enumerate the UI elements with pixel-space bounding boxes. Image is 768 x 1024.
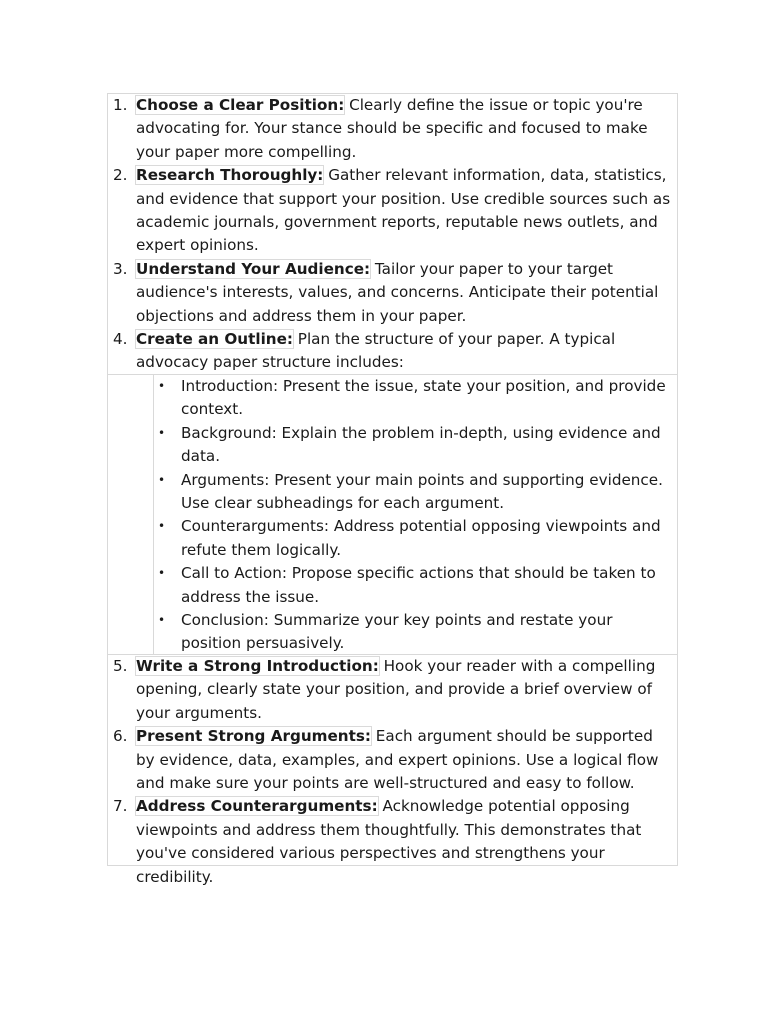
- steps-list-part-2: [107, 655, 678, 886]
- sub-list-item: [108, 469, 677, 516]
- list-item: [108, 164, 677, 258]
- list-item: [108, 328, 677, 375]
- sub-list-item: [108, 422, 677, 469]
- item-lead: Write a Strong Introduction:: [136, 657, 379, 675]
- list-item: [108, 94, 677, 164]
- item-number: 3.: [113, 259, 128, 278]
- sub-item-text: Call to Action: Propose specific actions that should be taken to address the issue.: [181, 564, 656, 606]
- item-number: 1.: [113, 96, 128, 114]
- list-item: [108, 725, 677, 795]
- sub-item-text: Counterarguments: Address potential opposing viewpoints and refute them logically.: [181, 517, 661, 559]
- item-lead: Research Thoroughly:: [136, 166, 324, 185]
- bullet-icon: •: [158, 519, 166, 534]
- item-number: 7.: [113, 797, 128, 816]
- steps-list-part-1: [107, 93, 678, 375]
- bullet-icon: •: [158, 425, 166, 440]
- item-text: Tailor your paper to your target audience's interests, values, and concerns. Anticipate their potential objections and address them in your paper.: [136, 259, 659, 325]
- bullet-icon: •: [158, 472, 166, 487]
- sub-item-text: Background: Explain the problem in-depth, using evidence and data.: [181, 423, 661, 466]
- sub-list-item: [108, 562, 677, 609]
- item-text: Each argument should be supported by evidence, data, examples, and expert opinions. Use a logical flow and make sure your points are well-structured and easy to follow.: [136, 727, 659, 793]
- item-number: 5.: [113, 657, 128, 675]
- item-text: Plan the structure of your paper. A typical advocacy paper structure includes:: [136, 330, 616, 372]
- item-text: Acknowledge potential opposing viewpoints and address them thoughtfully. This demonstrates that you've considered various perspectives and strengthens your credibility.: [136, 797, 642, 886]
- bullet-icon: •: [158, 379, 166, 393]
- sub-list-item: [108, 609, 677, 656]
- sub-list-item: [108, 375, 677, 422]
- item-lead: Understand Your Audience:: [136, 259, 371, 278]
- item-number: 2.: [113, 166, 128, 185]
- item-lead: Choose a Clear Position:: [136, 96, 345, 114]
- item-number: 4.: [113, 330, 128, 349]
- sub-list-item: [108, 515, 677, 562]
- bullet-icon: •: [158, 613, 166, 628]
- list-item: [108, 258, 677, 328]
- bullet-icon: •: [158, 566, 166, 581]
- item-text: Gather relevant information, data, statistics, and evidence that support your position. Use credible sources such as academic journals, government reports, reputable news outlets, and expert opinions.: [136, 166, 671, 255]
- sub-item-text: Introduction: Present the issue, state your position, and provide context.: [181, 377, 666, 419]
- item-lead: Create an Outline:: [136, 330, 293, 349]
- item-lead: Address Counterarguments:: [136, 797, 378, 816]
- sub-item-text: Conclusion: Summarize your key points and restate your position persuasively.: [181, 611, 613, 653]
- sub-item-text: Arguments: Present your main points and supporting evidence. Use clear subheadings for each argument.: [181, 470, 663, 513]
- item-text: Hook your reader with a compelling opening, clearly state your position, and provide a brief overview of your arguments.: [136, 657, 656, 722]
- item-text: Clearly define the issue or topic you're advocating for. Your stance should be specific and focused to make your paper more compelling.: [136, 96, 648, 161]
- list-item: [108, 795, 677, 889]
- list-item: [108, 655, 677, 725]
- item-lead: Present Strong Arguments:: [136, 727, 371, 746]
- item-number: 6.: [113, 727, 128, 746]
- outline-sublist: [107, 375, 678, 655]
